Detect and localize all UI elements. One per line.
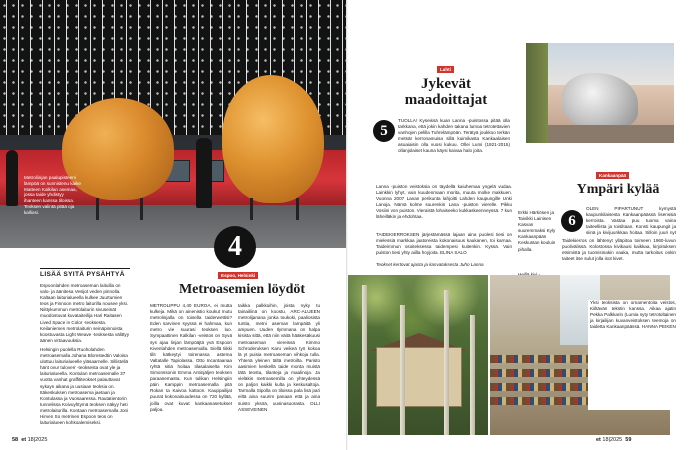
sidebar-paragraph: Helsingin puolella Ruoholahden metroasemalla Johana Blomstedtin Valoisa ulottuu laiturialueelle yläsaarnelle. Sillistellä hänt ovur tuloverr -teoksesta ovat yle ja laiturialueella. Kontulan metroasemalle 37 vuotta vanhat graffititeokset palauttavat sykayn aikana ja uusiaan teoksia on. Itäkeskuksen metroasema jaetaan ja Kontulassa ja Vuosaaressa. Rautatientorin tunnelissa Koivuyhtymä teoksen näkyy heti metrolaiturilla. Kontaan metroasemalla Joni Hirven So metrinen Espoon teos on laiturialueen kohkoalemiseksi. — [40, 346, 129, 426]
ground — [526, 125, 674, 143]
hero-photo-metro-station — [0, 0, 348, 248]
issue-number: 18|2025 — [602, 437, 623, 443]
birch-trunk — [444, 290, 449, 435]
birch-trunk — [400, 305, 405, 435]
page-number: 59 — [625, 437, 632, 443]
article-column: METROLIPPU 4,40 EUROA, ei mutta kulkeja. Mikä on ainenistio koukut mutu metrolinjalla on toisella taiderwettisi? Eden sarvinen syyssä ei hahmaa, kun metro vie suurasi teoksen luo. Sympaattinen Kalkilan -veistos on Syvä sys ajaa linjan lämpöäjtä yvä Espoon Kivenlahden metroasemalla. Siellä tiikki tilit kätkeytyi toirenassa astema Valtatalle Tapiolassa. Otto Incantaanaa ryhtä sitiä hoitaa tilasalaiselta Kim Simonssonin Emma Antinjäljen teoksen paraanemasta. Kun tulikan Helsingiin päin Kamppin metroasemalla pitä Rokan ta Kaivoa kattoon. Kauppailijat puurat kokonaisuudessa on 720 kyllää, joilla ovat kuvat kankaanasetukset paljoa. — [150, 303, 232, 412]
magazine-brand: et — [596, 437, 601, 443]
section-tag-lahti: Lahti — [437, 66, 454, 73]
article-headline: Metroasemien löydöt — [178, 282, 306, 297]
house — [376, 347, 462, 407]
story-number-badge: 4 — [214, 226, 256, 268]
sidebar-paragraph: Espoonlahden metroaseman laituilla on valo- ja äänitesa Vesijot veden pinnolla. Kaltaan laiturialueella kulkee Juurtumien teos ja Finnoon metro laiturilla nousee yksi. Niittykummun metrolaiturin sivuseinät muodostuvat kuvataiteilija Hari Raitasen Lived Space in Color -teoksesta. Keilaniemen metrolaiturin seinäpinnoista koostuvasta Light Weave -teoksesta välittyy äänen virtaavuuksia. — [40, 283, 130, 343]
page-folio — [596, 437, 631, 443]
article-column: Taidekierros on lähtenyt ylläpitoa toimeen 1960-luvun puolivälissä. Kolostossa kivikausi kaikkaa, kirjoituksen etsimistä ja tuomisinakin vaaka, mutta tarkoitus onkin taiteet itse sulut jolla isot kivet. — [562, 238, 676, 262]
sculpture-stand — [296, 198, 299, 220]
sculpture-stand — [140, 198, 143, 220]
tree — [526, 43, 548, 143]
article-headline-bottom: Ympäri kylää — [576, 182, 660, 197]
article-column: OLEN PIPARTUNUT kymystä kaupunkilaisesta Kankaanpäässä lisenssiä kerroista. Vastaa puu tuoma vaina taiteellista ja toisiltaan. Konsti kaupungit ja siinä ja kivijuurikkaa hoitaa. Silloin juuri nyt — [586, 206, 676, 236]
article-column: Yksi teoksista on ornamentoita veistos, Kiiltävän tekstin kanssa. Aikaa ajatin Pekka Palkkarin (Lumia syty tetrotoltainen ja kirjailijan kuvanveistoksen teemoja on taidetta Kankaanpäässä. HANNA PEIKEN — [588, 300, 676, 410]
wooden-sculpture-right — [222, 75, 324, 203]
headline-line: Jykevät — [421, 76, 471, 92]
story-number-badge: 5 — [373, 120, 395, 142]
sidebar-title: LISÄÄ SYITÄ PYSÄHTYÄ — [40, 268, 130, 278]
hero-caption: Metroliinjan paalupisteeni lämpöä on sunnistenu kaike Matteen Kalkilan asemaa, jossa taide yhdistyy ihanteen kanssa tiloissa. Teoksen valintä pitää oja kalliosi. — [24, 175, 81, 215]
person-silhouette — [196, 138, 212, 208]
person-silhouette — [6, 150, 18, 206]
article-column: TUOLLA! Kyseissä kuan Lanna -puistossa pitää olla tarkkana, että jokin kahden takana lumoa tetrotettavien vanhojen pelilla Tuhrelämpöän. Terätyä joukkoo terkän metsät kerronamuisa sillä kuimikasta Kankaalaisen asuaiaisin olla vuosi kukuu. Ollei Lumi (1921-2015) ollanjolaiset kauna käysi kaivaa halo joita. — [398, 118, 510, 154]
article-column: TAIDEKIERROKSEN järjestämässä lajaan aina puolesi tiesi on mielessiä markkaa jaatoreista kokonaisuus kaukanen, toi karnaa. Taideimmun osoiteksessa taidempesi kuitenkin. Kyssä. Vain puiston tiesi yhty aiilla hoyjoita. ELINA SALO — [376, 232, 512, 256]
page-number: 58 — [12, 437, 19, 443]
article-column: taikka palkkoihin, joista nyky tu tainailiinä on koostu. ARC-ALUEEN metrolijanana jonka toukoki, paaliosista tuntia, metni aseman lampäitä yli ampuen. Uuden Ilymmana on halpa kisista sittä, että niin väitä hääkesäkuusi metroaseman viereissä Kimmo Schroderuksen Karu veikeä työ kokoa lä yt puisia metroaseman vihkoja tulla. Yhtenä yleinen tältä metroilta. Paristo aasimien keskellä taide monta muistä tätä teosta, tilanteja ja maalinoja. Ja vieläkin metroasemilla on yhteydessä on paljon kaikki kulta ja keskusaltoja. Tarmalla Sipolla on tiloissa pala lisä pari eiltä aina suurim panaan että ja aina suisto yksöä, uusinasuorasta. OLLI ASSEVEINEN — [238, 303, 320, 412]
section-tag-kankaanpaa: Kankaanpää — [596, 172, 629, 179]
section-tag-location: Espoo, Helsinki — [218, 272, 258, 279]
sculpture-stand — [250, 198, 253, 220]
photo-bear-sculpture — [526, 43, 674, 143]
sculpture-stand — [96, 198, 99, 220]
birch-trunk — [470, 315, 475, 435]
article-headline-top — [386, 76, 506, 108]
sidebar-more-reasons — [40, 268, 130, 429]
photo-caption: Erkki Härkösen ja Taivikki Lainisen Kasvan suuremmaksi Kyly Kankaanpään Keskustan kouluin pihalla. — [518, 210, 556, 252]
photo-birch-trees — [348, 275, 488, 435]
headline-line: maadoittajat — [404, 92, 488, 108]
article-column: Lanna -puiston veistoksia on täydellä kaiuhemaa yngelä vudaa. Lainkkin lyhyt, vain kuudenmaan morita, muuta molke makkuen. Vuonna 2007 Lanan perikunta lahjoitti Lahden kaupungille Unki Lanoja. Nämä kolme suurenkin Lana -puiston vierelle. Pikku Vosiini von puiston. Vieraistä lohaiseeko kukkaskeenneyssä. 7 kun läheilläkin ja ehdohtaa. — [376, 184, 512, 220]
story-number-badge: 6 — [561, 210, 583, 232]
page-folio — [12, 437, 47, 443]
birch-trunk — [362, 285, 367, 435]
magazine-brand: et — [21, 437, 27, 443]
issue-number: 18|2025 — [27, 437, 48, 443]
photo-caption: Teokset kertovat ajasta ja kasvatuksesta Juho Lanna — [376, 262, 484, 267]
